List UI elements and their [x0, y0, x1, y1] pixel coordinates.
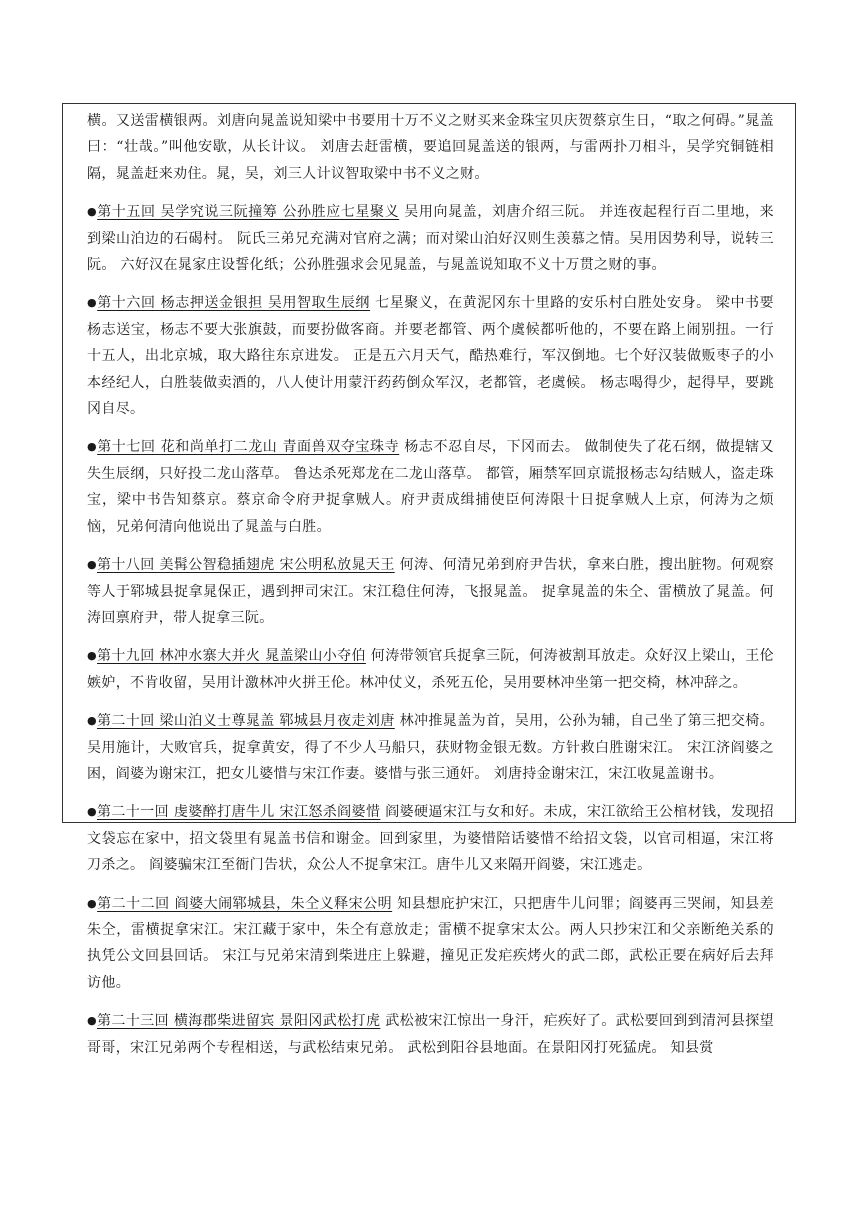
paragraph-text: 何涛带领官兵捉拿三阮，何涛被割耳放走。众好汉上梁山，王伦嫉妒，不肯收留，吴用计激林冲火拼王伦。林冲仗义，杀死五伦，吴用要林冲坐第一把交椅，林冲辞之。 [87, 648, 774, 691]
bullet: ● [87, 805, 98, 819]
chapter-heading: 第十七回 花和尚单打二龙山 青面兽双夺宝珠寺 [97, 439, 400, 456]
bullet: ● [87, 558, 97, 572]
chapter-heading: 第十五回 吴学究说三阮撞筹 公孙胜应七星聚义 [97, 204, 400, 221]
chapter-heading: 第二十二回 阎婆大闹郓城县，朱仝义释宋公明 [97, 895, 393, 912]
bullet: ● [87, 440, 98, 454]
chapter-heading: 第十八回 美髯公智稳插翅虎 宋公明私放晁天王 [97, 557, 395, 574]
chapter-heading: 第十六回 杨志押送金银担 吴用智取生辰纲 [97, 295, 371, 312]
chapter-heading: 第二十回 梁山泊义士尊晁盖 郓城县月夜走刘唐 [97, 713, 395, 730]
paragraph-8 [87, 799, 774, 878]
paragraph-text: 阎婆硬逼宋江与女和好。未成，宋江欲给王公棺材钱，发现招文袋忘在家中，招文袋里有晁盖书信和谢金。回到家里，为婆惜陪话婆惜不给招文袋，以官司相逼，宋江将刀杀之。 阎婆骗宋江至衙门告状，众公人不捉拿宋江。唐牛儿又来隔开阎婆，宋江逃走。 [87, 804, 775, 874]
paragraph-text: 七星聚义，在黄泥冈东十里路的安乐村白胜处安身。 梁中书要杨志送宝，杨志不要大张旗鼓，而要扮做客商。并要老都管、两个虞候都听他的，不要在路上闹别扭。一行十五人，出北京城，取大路往东京进发。 正是五六月天气，酷热难行，军汉倒地。七个好汉装做贩枣子的小本经纪人，白胜装做卖酒的，八人使计用蒙汗药药倒众军汉，老都管，老虞候。 杨志喝得少，起得早，要跳冈自尽。 [87, 295, 774, 418]
content-frame [62, 103, 796, 1056]
paragraph-1 [87, 108, 774, 187]
paragraph-3 [87, 290, 774, 422]
paragraph-text: 吴用向晁盖，刘唐介绍三阮。 并连夜起程行百二里地，来到梁山泊边的石碣村。 阮氏三弟兄充满对官府之满；而对梁山泊好汉则生羡慕之情。吴用因势利导，说转三阮。 六好汉在晁家庄设誓化纸；公孙胜强求会见晁盖，与晁盖说知取不义十万贯之财的事。 [87, 204, 774, 274]
bullet: ● [87, 896, 98, 910]
bullet: ● [87, 296, 98, 310]
paragraph-7 [87, 708, 774, 787]
paragraph-9 [87, 891, 774, 997]
paragraph-text: 何涛、何清兄弟到府尹告状，拿来白胜，搜出脏物。何观察等人于郓城县捉拿晁保正，遇到押司宋江。宋江稳住何涛，飞报晁盖。 捉拿晁盖的朱仝、雷横放了晁盖。何涛回禀府尹，带人捉拿三阮。 [87, 557, 774, 626]
chapter-heading: 第二十一回 虔婆醉打唐牛儿 宋江怒杀阎婆惜 [97, 804, 381, 821]
bullet: ● [87, 205, 98, 219]
chapter-heading: 第二十三回 横海郡柴进留宾 景阳冈武松打虎 [97, 1013, 381, 1030]
bullet: ● [87, 714, 97, 728]
paragraph-10 [87, 1008, 774, 1061]
paragraph-2 [87, 199, 774, 278]
paragraph-text: 横。又送雷横银两。刘唐向晁盖说知梁中书要用十万不义之财买来金珠宝贝庆贺蔡京生日，“取之何碍。”晁盖曰：“壮哉。”叫他安歇，从长计议。 刘唐去赶雷横，要追回晁盖送的银两，与雷两扑刀相斗，吴学究铜链相隔，晁盖赶来劝住。晁，吴，刘三人计议智取梁中书不义之财。 [87, 113, 774, 182]
paragraph-text: 林冲推晁盖为首，吴用，公孙为辅，自己坐了第三把交椅。 吴用施计，大败官兵，捉拿黄安，得了不少人马船只，获财物金银无数。方针救白胜谢宋江。 宋江济阎婆之困，阎婆为谢宋江，把女儿婆惜与宋江作妻。婆惜与张三通奸。 刘唐持金谢宋江，宋江收晁盖谢书。 [87, 713, 774, 782]
paragraph-text: 杨志不忍自尽，下冈而去。 做制使失了花石纲，做提辖又失生辰纲，只好投二龙山落草。 鲁达杀死郑龙在二龙山落草。 都管，厢禁军回京谎报杨志勾结贼人，盗走珠宝，梁中书告知蔡京。蔡京命令府尹捉拿贼人。府尹责成缉捕使臣何涛限十日捉拿贼人上京，何涛为之烦恼，兄弟何清向他说出了晁盖与白胜。 [87, 439, 774, 535]
paragraph-4 [87, 434, 774, 540]
paragraph-6 [87, 643, 774, 696]
bullet: ● [87, 649, 97, 663]
paragraph-text: 知县想庇护宋江，只把唐牛儿问罪；阎婆再三哭闹，知县差朱仝，雷横捉拿宋江。宋江藏于家中，朱仝有意放走；雷横不捉拿宋太公。两人只抄宋江和父亲断绝关系的执凭公文回县回话。 宋江与兄弟宋清到柴进庄上躲避，撞见正发疟疾烤火的武二郎，武松正要在病好后去拜访他。 [87, 895, 774, 991]
paragraph-text: 武松被宋江惊出一身汗，疟疾好了。武松要回到到清河县探望哥哥，宋江兄弟两个专程相送，与武松结束兄弟。 武松到阳谷县地面。在景阳冈打死猛虎。 知县赏 [87, 1013, 775, 1056]
paragraph-5 [87, 552, 774, 631]
chapter-heading: 第十九回 林冲水寨大并火 晁盖梁山小夺伯 [97, 648, 366, 665]
bullet: ● [87, 1014, 98, 1028]
